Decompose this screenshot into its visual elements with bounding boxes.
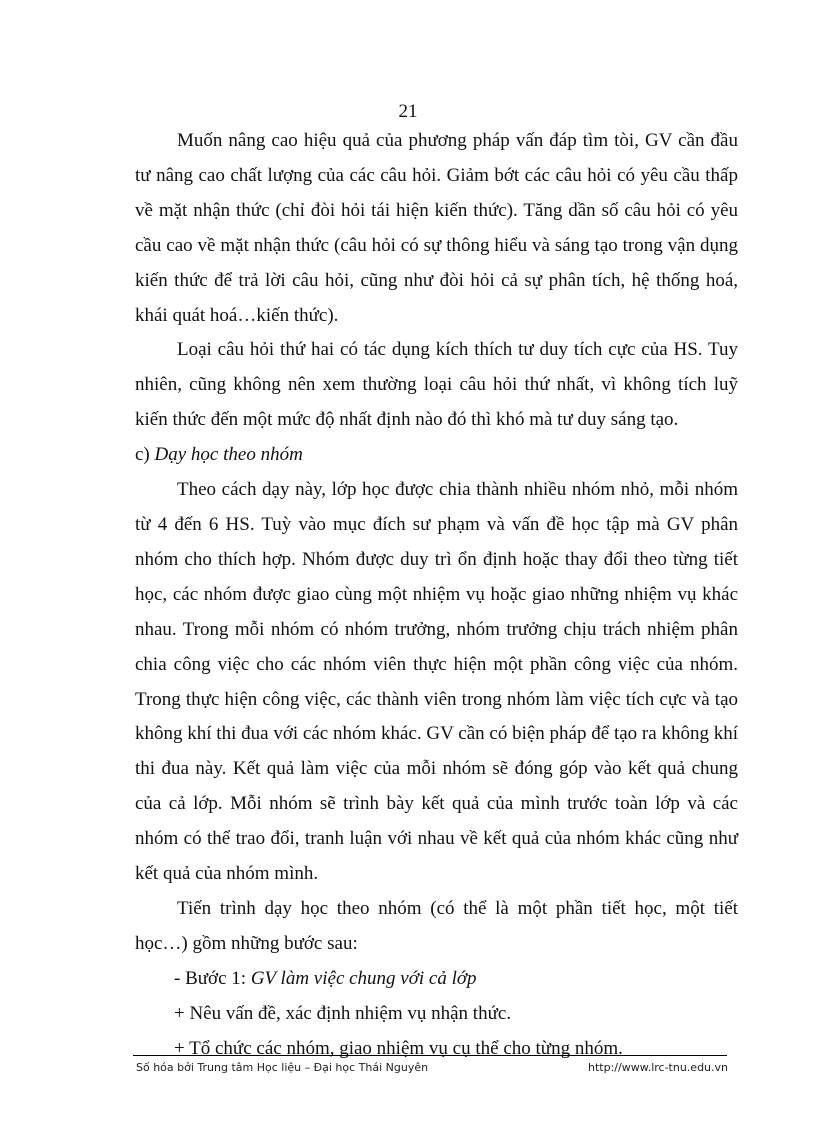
paragraph-process-intro: Tiến trình dạy học theo nhóm (có thể là một phần tiết học, một tiết học…) gồm những bước sau: — [135, 897, 738, 954]
footer-url: http://www.lrc-tnu.edu.vn — [588, 1061, 728, 1074]
step-1-title: GV làm việc chung với cả lớp — [250, 967, 477, 989]
page-number: 21 — [398, 101, 418, 122]
body-text — [135, 124, 738, 1066]
section-heading-title: Dạy học theo nhóm — [154, 444, 303, 466]
step-1 — [135, 962, 738, 997]
paragraph-question-quality: Muốn nâng cao hiệu quả của phương pháp vấn đáp tìm tòi, GV cần đầu tư nâng cao chất lượng của các câu hỏi. Giảm bớt các câu hỏi có yêu cầu thấp về mặt nhận thức (chỉ đòi hỏi tái hiện kiến thức). Tăng dần số câu hỏi có yêu cầu cao về mặt nhận thức (câu hỏi có sự thông hiểu và sáng tạo trong vận dụng kiến thức để trả lời câu hỏi, cũng như đòi hỏi cả sự phân tích, hệ thống hoá, khái quát hoá…kiến thức). — [135, 130, 738, 326]
section-heading — [135, 438, 738, 473]
list-item: + Tổ chức các nhóm, giao nhiệm vụ cụ thể cho từng nhóm. — [174, 1037, 623, 1059]
footer-source: Số hóa bởi Trung tâm Học liệu – Đại học Thái Nguyên — [136, 1061, 429, 1074]
paragraph-second-question-type: Loại câu hỏi thứ hai có tác dụng kích thích tư duy tích cực của HS. Tuy nhiên, cũng không nên xem thường loại câu hỏi thứ nhất, vì không tích luỹ kiến thức đến một mức độ nhất định nào đó thì khó mà tư duy sáng tạo. — [135, 339, 738, 431]
list-item: + Nêu vấn đề, xác định nhiệm vụ nhận thức. — [174, 1002, 512, 1024]
paragraph-group-teaching: Theo cách dạy này, lớp học được chia thành nhiều nhóm nhỏ, mỗi nhóm từ 4 đến 6 HS. Tuỳ vào mục đích sư phạm và vấn đề học tập mà GV phân nhóm cho thích hợp. Nhóm được duy trì ổn định hoặc thay đổi theo từng tiết học, các nhóm được giao cùng một nhiệm vụ hoặc giao những nhiệm vụ khác nhau. Trong mỗi nhóm có nhóm trưởng, nhóm trưởng chịu trách nhiệm phân chia công việc cho các nhóm viên thực hiện một phần công việc của nhóm. Trong thực hiện công việc, các thành viên trong nhóm làm việc tích cực và tạo không khí thi đua với các nhóm khác. GV cần có biện pháp để tạo ra không khí thi đua này. Kết quả làm việc của mỗi nhóm sẽ đóng góp vào kết quả chung của cả lớp. Mỗi nhóm sẽ trình bày kết quả của mình trước toàn lớp và các nhóm có thể trao đổi, tranh luận với nhau về kết quả của nhóm khác cũng như kết quả của nhóm mình. — [135, 479, 738, 885]
section-heading-prefix: c) — [135, 444, 155, 466]
step-1-prefix: - Bước 1: — [174, 967, 251, 989]
footer-divider — [133, 1055, 727, 1056]
